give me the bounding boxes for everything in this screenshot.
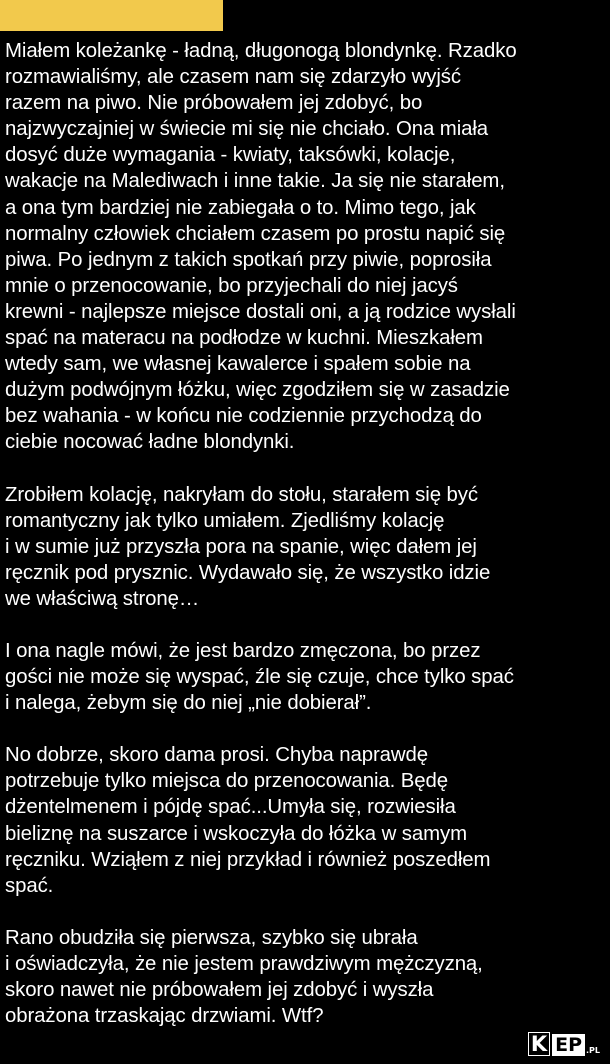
text-line: i oświadczyła, że nie jestem prawdziwym mężczyzną,: [5, 952, 483, 975]
paragraph-4: [5, 742, 605, 899]
text-line: skoro nawet nie próbowałem jej zdobyć i wyszła: [5, 979, 434, 1001]
text-line: No dobrze, skoro dama prosi. Chyba naprawdę: [5, 744, 428, 767]
text-line: we właściwą stronę…: [5, 587, 200, 610]
story-text: [5, 38, 605, 1055]
text-line: wakacje na Malediwach i inne takie. Ja się nie starałem,: [5, 170, 505, 193]
text-line: i w sumie już przyszła pora na spanie, więc dałem jej: [5, 535, 477, 558]
text-line: I ona nagle mówi, że jest bardzo zmęczona, bo przez: [5, 639, 481, 662]
text-line: spać na materacu na podłodze w kuchni. Mieszkałem: [5, 327, 483, 350]
watermark-tld: .PL: [586, 1046, 600, 1055]
text-line: wtedy sam, we własnej kawalerce i spałem sobie na: [5, 353, 471, 376]
watermark-ep: EP: [552, 1034, 585, 1056]
text-line: spać.: [5, 874, 54, 897]
text-line: Miałem koleżankę - ładną, długonogą blondynkę. Rzadko: [5, 40, 517, 62]
text-line: najzwyczajniej w świecie mi się nie chciało. Ona miała: [5, 118, 489, 141]
text-line: dżentelmenem i pójdę spać...Umyła się, rozwiesiła: [5, 796, 456, 819]
text-line: i nalega, żebym się do niej „nie dobierał”.: [5, 692, 372, 715]
text-line: potrzebuje tylko miejsca do przenocowania. Będę: [5, 770, 449, 793]
text-line: dużym podwójnym łóżku, więc zgodziłem się w zasadzie: [5, 379, 510, 402]
watermark-k: K: [528, 1032, 550, 1056]
text-line: dosyć duże wymagania - kwiaty, taksówki, kolacje,: [5, 144, 456, 167]
text-line: Rano obudziła się pierwsza, szybko się ubrała: [5, 926, 418, 949]
text-line: gości nie może się wyspać, źle się czuje, chce tylko spać: [5, 666, 514, 689]
text-line: bez wahania - w końcu nie codziennie przychodzą do: [5, 405, 482, 428]
text-line: mnie o przenocowanie, bo przyjechali do niej jacyś: [5, 274, 458, 297]
text-line: normalny człowiek chciałem czasem po prostu napić się: [5, 222, 506, 245]
text-line: bieliznę na suszarce i wskoczyła do łóżka w samym: [5, 822, 467, 845]
paragraph-2: [5, 482, 605, 612]
text-line: razem na piwo. Nie próbowałem jej zdobyć, bo: [5, 92, 423, 115]
text-line: krewni - najlepsze miejsce dostali oni, a ją rodzice wysłali: [5, 300, 516, 323]
text-line: ręczniku. Wziąłem z niej przykład i również poszedłem: [5, 848, 491, 871]
kwejk-watermark-logo: [528, 1032, 600, 1056]
text-line: ręcznik pod prysznic. Wydawało się, że wszystko idzie: [5, 561, 491, 584]
text-line: piwa. Po jednym z takich spotkań przy piwie, poprosiła: [5, 248, 492, 271]
text-line: ciebie nocować ładne blondynki.: [5, 431, 295, 454]
paragraph-5: [5, 925, 605, 1029]
text-line: romantyczny jak tylko umiałem. Zjedliśmy kolację: [5, 509, 445, 532]
yellow-header-bar: [0, 0, 223, 31]
text-line: a ona tym bardziej nie zabiegała o to. Mimo tego, jak: [5, 196, 476, 219]
text-line: obrażona trzaskając drzwiami. Wtf?: [5, 1005, 324, 1028]
text-line: Zrobiłem kolację, nakryłam do stołu, starałem się być: [5, 483, 478, 506]
text-line: rozmawialiśmy, ale czasem nam się zdarzyło wyjść: [5, 66, 461, 89]
paragraph-3: [5, 638, 605, 716]
paragraph-1: [5, 38, 605, 456]
